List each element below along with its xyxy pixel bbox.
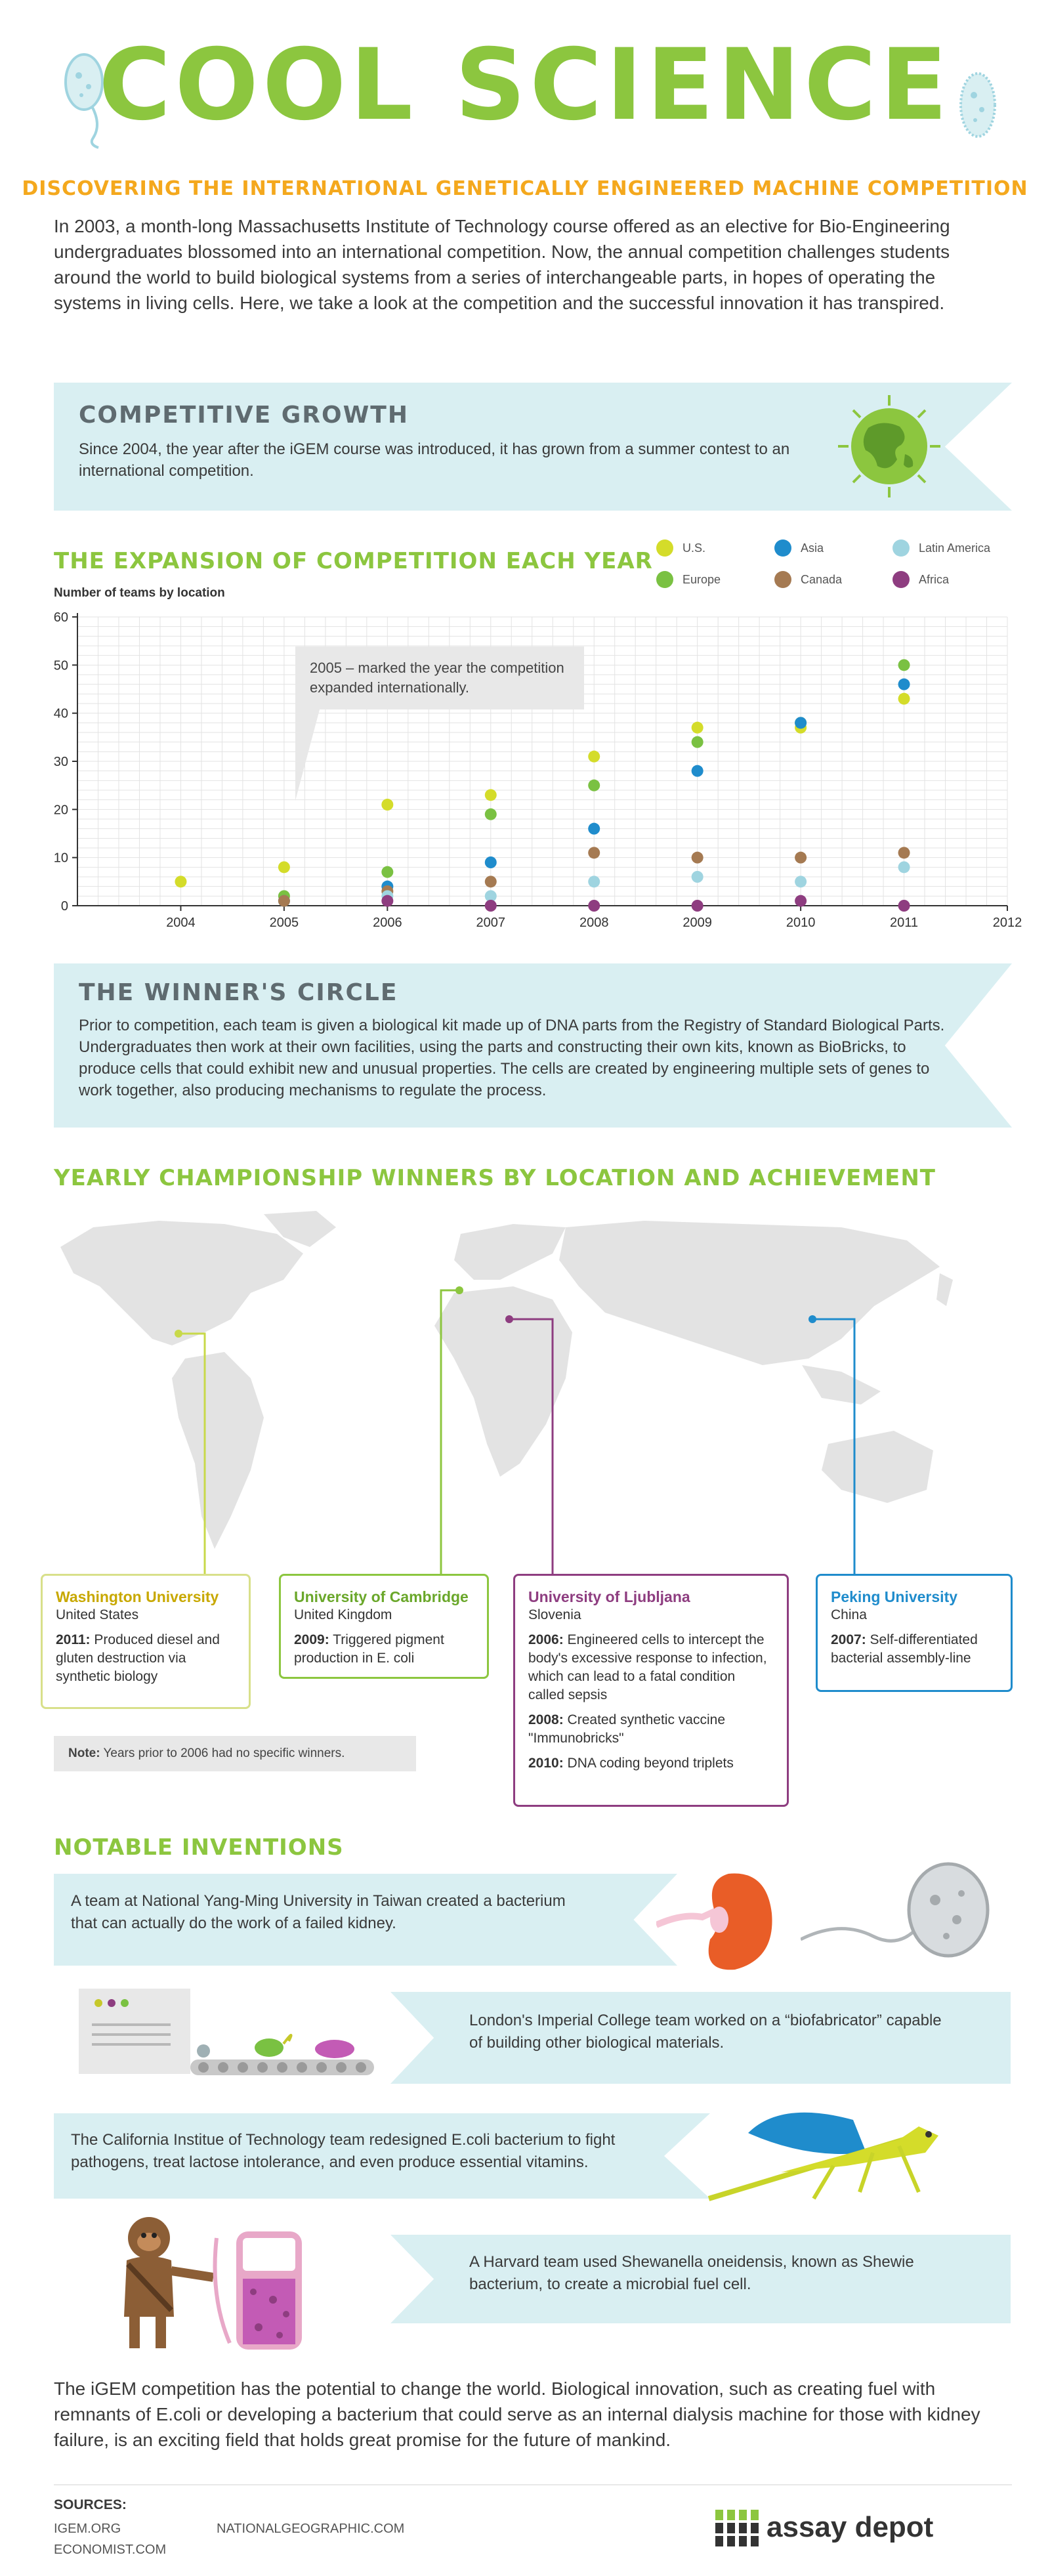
page-subtitle: DISCOVERING THE INTERNATIONAL GENETICALLY ENGINEERED MACHINE COMPETITION [22, 177, 1028, 200]
intro-text: In 2003, a month-long Massachusetts Institute of Technology course offered as an elective for Bio-Engineering undergraduates blossomed into an international competition. Now, the annual competition challenges students around the world to build biological systems from a series of interchangeable parts, in hopes of operating the systems in living cells. Here, we take a look at the competition and the successful innovation it has transpired. [54, 216, 950, 313]
entry-year: 2011: [56, 1632, 91, 1647]
kidney-icon [656, 1854, 788, 1985]
invention-text-3: The California Institue of Technology team redesigned E.coli bacterium to fight pathogens, treat lactose intolerance, and even produce essential vitamins. [71, 2131, 616, 2171]
winner-country: Slovenia [528, 1607, 581, 1622]
winner-name: Peking University [831, 1588, 958, 1605]
biofabricator-illustration [72, 1989, 381, 2087]
entry-year: 2010: [528, 1756, 564, 1771]
legend-item-latin-america [892, 539, 1024, 557]
assay-depot-logo: assay depot [766, 2511, 934, 2543]
entry-year: 2007: [831, 1632, 866, 1647]
entry-text: Self-differentiated bacterial assembly-line [831, 1632, 978, 1666]
data-point-canada [278, 895, 290, 907]
y-tick-label: 10 [53, 851, 68, 866]
data-point-u-s [692, 722, 704, 734]
x-tick-label: 2006 [373, 916, 402, 930]
data-point-asia [588, 823, 600, 835]
data-point-africa [485, 900, 497, 912]
winner-entry [294, 1631, 474, 1668]
data-point-u-s [898, 693, 910, 705]
y-tick-label: 50 [53, 658, 68, 673]
entry-text: Engineered cells to intercept the body's excessive response to infection, which can lead to a fatal condition called sepsis [528, 1632, 767, 1702]
winner-card-cambridge [279, 1574, 489, 1679]
entry-year: 2009: [294, 1632, 329, 1647]
winner-entry [831, 1631, 998, 1668]
data-point-latin-america [898, 861, 910, 873]
entry-year: 2008: [528, 1712, 564, 1727]
data-point-u-s [175, 876, 186, 887]
legend-dot-canada [774, 571, 791, 588]
y-tick-label: 60 [53, 610, 68, 625]
x-tick-label: 2005 [269, 916, 299, 930]
winner-country: United States [56, 1607, 139, 1622]
map-connector-lines [0, 1286, 1050, 1575]
outro-text: The iGEM competition has the potential to change the world. Biological innovation, such as creating fuel with remnants of E.coli or developing a bacterium that could serve as an internal dialysis machine for those with kidney failure, is an exciting field that holds great promise for the future of mankind. [54, 2378, 980, 2450]
data-point-u-s [485, 789, 497, 801]
legend-dot-africa [892, 571, 910, 588]
data-point-latin-america [692, 871, 704, 883]
data-point-latin-america [795, 876, 807, 887]
x-tick-label: 2009 [682, 916, 712, 930]
data-point-canada [898, 847, 910, 858]
entry-text: Created synthetic vaccine "Immunobricks" [528, 1712, 726, 1746]
data-point-africa [381, 895, 393, 907]
legend-item-europe [656, 571, 774, 588]
x-tick-label: 2012 [992, 916, 1022, 930]
data-point-latin-america [588, 876, 600, 887]
x-tick-label: 2004 [166, 916, 196, 930]
chart-legend [656, 539, 1024, 588]
note-text: Years prior to 2006 had no specific winners. [100, 1746, 345, 1760]
bacterium-gray-icon [801, 1854, 998, 1966]
winner-card-washington [41, 1574, 251, 1709]
entry-year: 2006: [528, 1632, 564, 1647]
winner-entry [56, 1631, 236, 1686]
winner-country: United Kingdom [294, 1607, 392, 1622]
sources-title: SOURCES: [54, 2497, 127, 2512]
page-title: COOL SCIENCE [98, 28, 952, 142]
sloth-character-icon [108, 2212, 226, 2353]
data-point-asia [898, 679, 910, 690]
data-point-canada [795, 852, 807, 864]
data-point-u-s [588, 751, 600, 763]
entry-text: DNA coding beyond triplets [563, 1756, 734, 1771]
winner-card-ljubljana [513, 1574, 789, 1807]
data-point-europe [898, 659, 910, 671]
yearly-title: YEARLY CHAMPIONSHIP WINNERS BY LOCATION AND ACHIEVEMENT [54, 1165, 936, 1191]
x-tick-label: 2010 [786, 916, 816, 930]
y-tick-label: 20 [53, 803, 68, 818]
winner-country: China [831, 1607, 867, 1622]
legend-label-latin-america: Latin America [919, 541, 991, 555]
data-point-canada [692, 852, 704, 864]
legend-label-canada: Canada [801, 572, 843, 586]
legend-dot-asia [774, 539, 791, 557]
fuel-pump-icon [210, 2218, 315, 2356]
y-tick-label: 0 [60, 899, 68, 914]
x-tick-label: 2008 [579, 916, 609, 930]
data-point-u-s [381, 799, 393, 811]
invention-text-4: A Harvard team used Shewanella oneidensis, known as Shewie bacterium, to create a microbial fuel cell. [469, 2253, 914, 2293]
data-point-asia [485, 856, 497, 868]
winners-title: THE WINNER'S CIRCLE [79, 979, 398, 1006]
footer-divider [54, 2484, 1012, 2485]
growth-text: Since 2004, the year after the iGEM course was introduced, it has grown from a summer contest to an international competition. [79, 440, 790, 480]
data-point-africa [588, 900, 600, 912]
data-point-europe [588, 780, 600, 792]
data-point-canada [485, 876, 497, 887]
note-label: Note: [68, 1746, 100, 1760]
legend-item-asia [774, 539, 892, 557]
assay-depot-logo-icon [714, 2508, 761, 2548]
y-tick-label: 30 [53, 755, 68, 769]
legend-dot-latin-america [892, 539, 910, 557]
source-link[interactable]: ECONOMIST.COM [54, 2543, 167, 2557]
expansion-title: THE EXPANSION OF COMPETITION EACH YEAR [54, 548, 653, 574]
x-tick-label: 2007 [476, 916, 506, 930]
winner-entry [528, 1631, 774, 1704]
data-point-africa [795, 895, 807, 907]
source-link[interactable]: NATIONALGEOGRAPHIC.COM [217, 2522, 405, 2536]
legend-label-asia: Asia [801, 541, 824, 555]
winner-entry [528, 1754, 774, 1773]
data-point-africa [898, 900, 910, 912]
grasshopper-icon [702, 2094, 958, 2205]
legend-dot-europe [656, 571, 673, 588]
invention-text-2: London's Imperial College team worked on a “biofabricator” capable of building other biological materials. [469, 2012, 942, 2052]
expansion-callout: 2005 – marked the year the competition expanded internationally. [295, 646, 584, 709]
x-tick-label: 2011 [890, 916, 919, 930]
legend-label-africa: Africa [919, 572, 950, 586]
legend-item-africa [892, 571, 1024, 588]
inventions-title: NOTABLE INVENTIONS [54, 1834, 344, 1861]
winner-name: Washington University [56, 1588, 219, 1605]
legend-dot-us [656, 539, 673, 557]
legend-label-us: U.S. [682, 541, 706, 555]
winners-note [54, 1736, 416, 1771]
data-point-africa [692, 900, 704, 912]
data-point-asia [795, 717, 807, 728]
legend-label-europe: Europe [682, 572, 721, 586]
legend-item-canada [774, 571, 892, 588]
winners-text: Prior to competition, each team is given a biological kit made up of DNA parts from the Registry of Standard Biological Parts. Undergraduates then work at their own facilities, using the parts and constructing their own kits, known as BioBricks, to produce cells that could exhibit new and unusual properties. The cells are created by engineering multiple sets of genes to work together, also producing mechanisms to regulate the process. [79, 1017, 945, 1099]
data-point-europe [485, 809, 497, 820]
source-link[interactable]: IGEM.ORG [54, 2522, 121, 2536]
data-point-europe [381, 866, 393, 878]
data-point-asia [692, 765, 704, 777]
data-point-canada [588, 847, 600, 858]
winner-card-peking [816, 1574, 1013, 1692]
winner-name: University of Ljubljana [528, 1588, 690, 1605]
data-point-u-s [278, 861, 290, 873]
entry-text: Triggered pigment production in E. coli [294, 1632, 444, 1666]
invention-text-1: A team at National Yang-Ming University in Taiwan created a bacterium that can actually do the work of a failed kidney. [71, 1892, 566, 1932]
growth-title: COMPETITIVE GROWTH [79, 402, 409, 429]
entry-text: Produced diesel and gluten destruction via synthetic biology [56, 1632, 220, 1684]
data-point-europe [692, 736, 704, 748]
expansion-ylabel: Number of teams by location [54, 586, 225, 600]
winner-entry [528, 1711, 774, 1748]
y-tick-label: 40 [53, 706, 68, 721]
globe-icon [837, 394, 942, 499]
winner-name: University of Cambridge [294, 1588, 469, 1605]
legend-item-us [656, 539, 774, 557]
